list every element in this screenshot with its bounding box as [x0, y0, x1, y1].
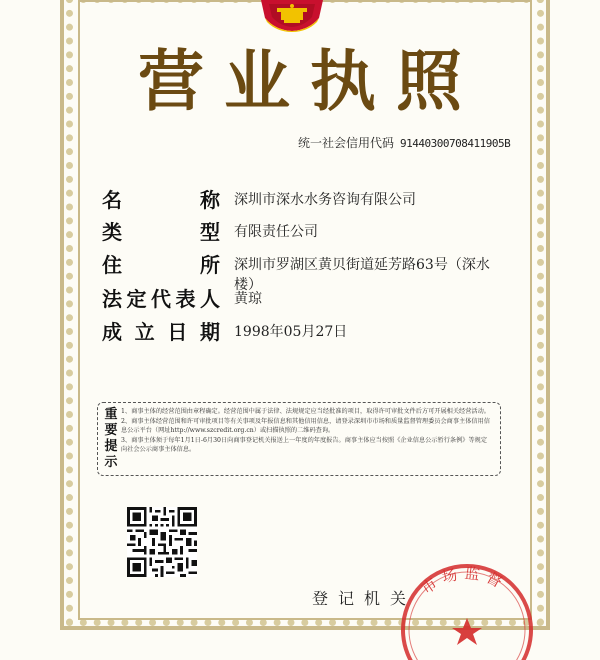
seal-text: 市场监督 [417, 563, 511, 598]
certificate-title: 营业执照 [138, 43, 482, 120]
qr-code[interactable] [127, 507, 197, 577]
important-notice-box [97, 402, 501, 476]
official-seal-stamp [392, 540, 542, 660]
credit-code-value: 91440300708411905B [400, 137, 511, 150]
field-label: 类 型 [102, 220, 220, 244]
field-label: 名 称 [102, 188, 220, 212]
notice-body [121, 407, 493, 455]
field-value-company-type: 有限责任公司 [234, 224, 318, 240]
field-label: 成 立 日 期 [102, 320, 220, 344]
notice-heading: 重 要 提 示 [104, 407, 118, 470]
notice-item: 1、商事主体的经营范围由章程确定。经营范围中属于法律、法规规定应当经批准的项目，取得许可审批文件后方可开展相关经营活动。 [121, 408, 490, 415]
field-value-establish-date: 1998年05月27日 [234, 324, 348, 340]
field-value-legal-rep: 黄琼 [234, 291, 262, 307]
notice-item: 3、商事主体须于每年1月1日-6月30日向商事登记机关报送上一年度的年度报告。商事主体应当按照《企业信息公示暂行条例》等规定向社会公示商事主体信息。 [121, 436, 488, 453]
credit-code [298, 134, 510, 151]
field-value-address: 深圳市罗湖区黄贝街道延芳路63号（深水楼） [234, 257, 490, 293]
field-value-company-name: 深圳市深水水务咨询有限公司 [234, 192, 416, 208]
notice-item: 2、商事主体经营范围和许可审批项目等有关事项及年报信息和其他信用信息，请登录深圳市市场和质量监督管理委员会商事主体信用信息公示平台（网址http://www.szcredit.org.cn）或扫描执照的二维码查询。 [121, 417, 490, 434]
registration-authority-label: 登记机关 [312, 589, 417, 608]
credit-code-label: 统一社会信用代码 [298, 136, 395, 150]
field-label: 法 定 代 表 人 [102, 287, 220, 311]
svg-text:市场监督 [418, 564, 510, 598]
field-label: 住 所 [102, 253, 220, 277]
national-emblem-icon [259, 0, 325, 32]
